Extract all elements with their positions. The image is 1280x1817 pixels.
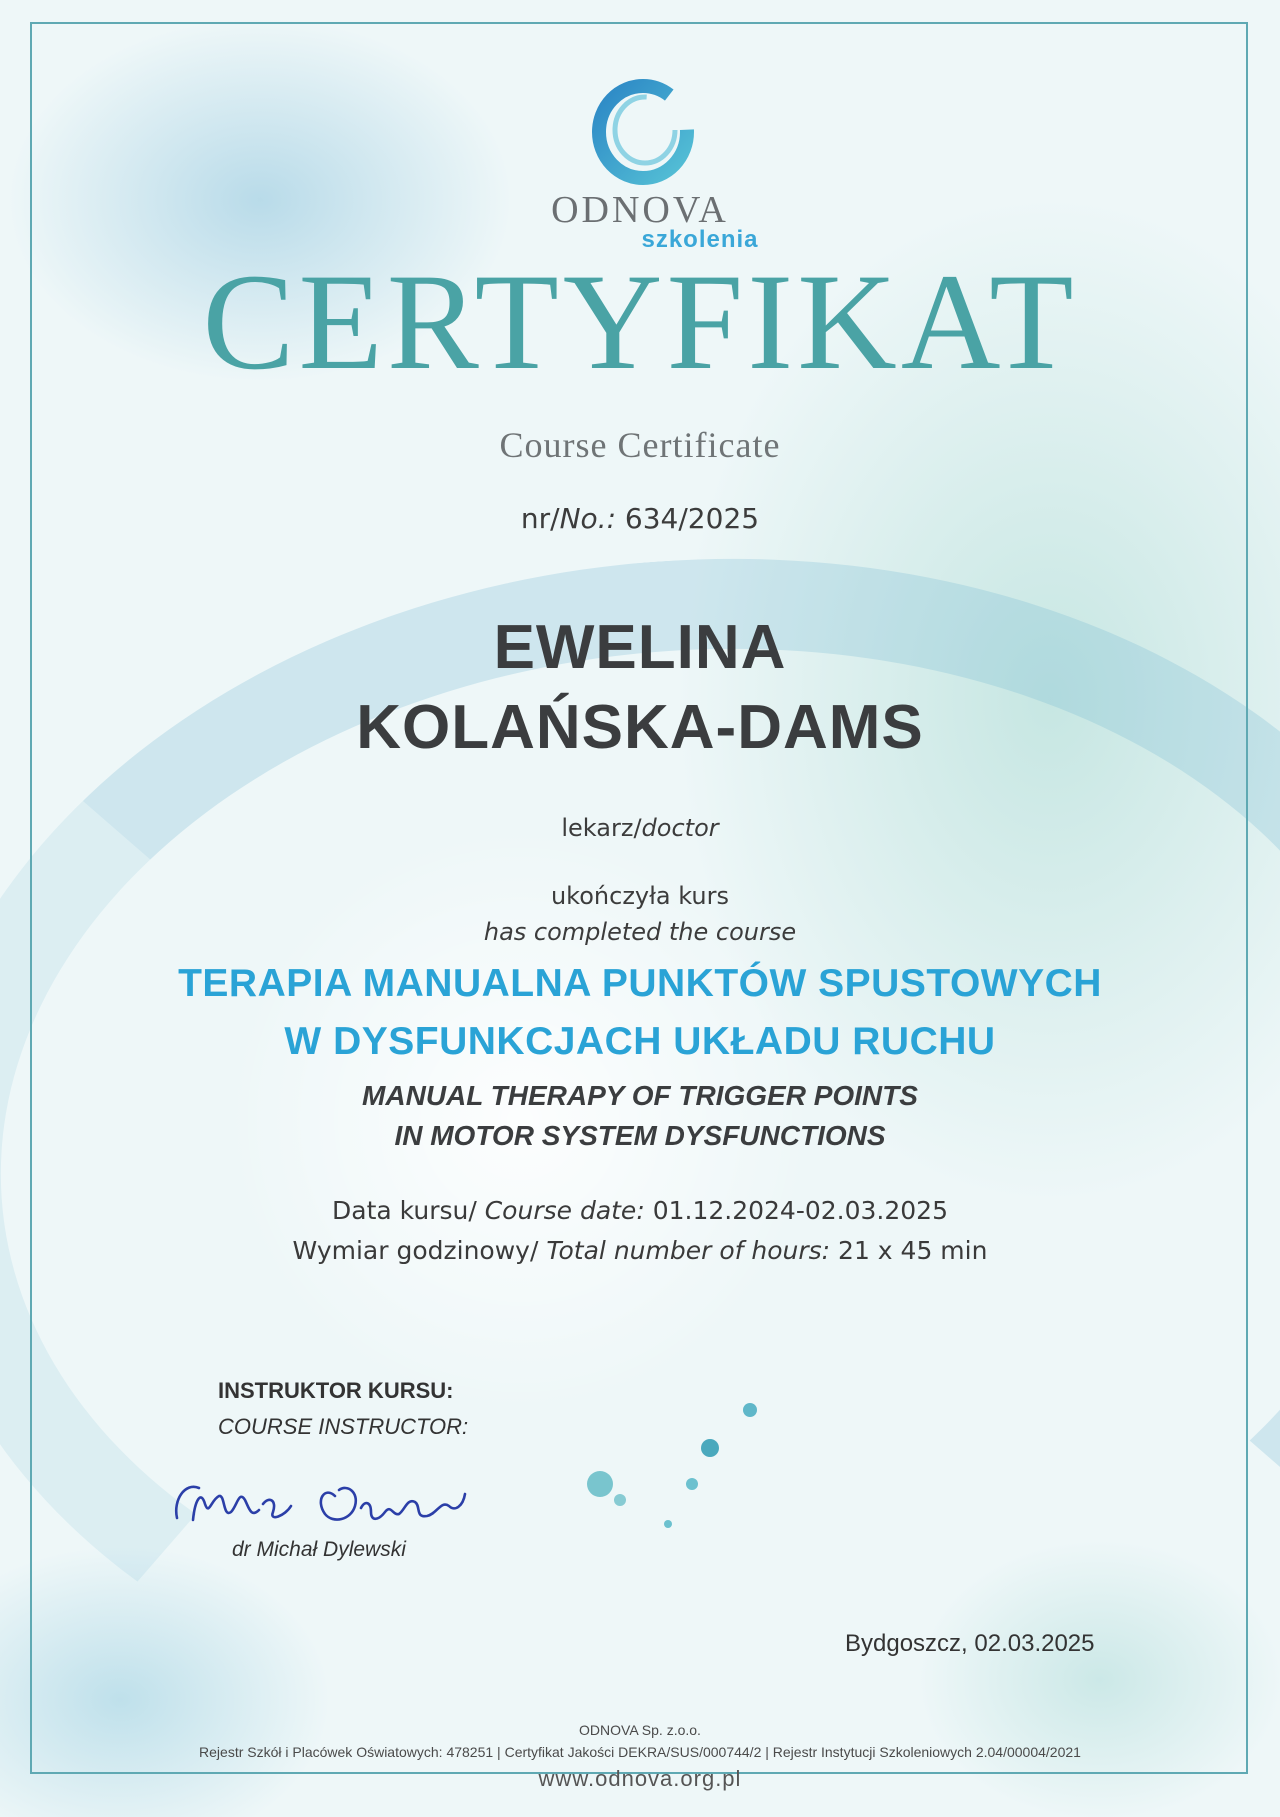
hours-value: 21 x 45 min: [830, 1236, 988, 1265]
certificate-number: [0, 502, 1280, 535]
recipient-first-name: EWELINA: [493, 613, 787, 682]
course-title-en-line1: MANUAL THERAPY OF TRIGGER POINTS: [362, 1080, 918, 1111]
course-title-pl-line2: W DYSFUNKCJACH UKŁADU RUCHU: [284, 1020, 996, 1063]
certificate-title: CERTYFIKAT: [202, 245, 1078, 398]
certificate-subtitle: Course Certificate: [499, 425, 781, 465]
instructor-signature: [165, 1460, 525, 1540]
number-label-pl: nr/: [520, 502, 560, 535]
footer-url: www.odnova.org.pl: [538, 1766, 742, 1791]
instructor-name: dr Michał Dylewski: [232, 1538, 406, 1561]
role-en: doctor: [641, 814, 719, 842]
decorative-dots: [560, 1380, 780, 1540]
instructor-label-pl: INSTRUKTOR KURSU:: [218, 1378, 454, 1403]
course-hours: [0, 1236, 1280, 1265]
role-pl: lekarz/: [561, 814, 642, 842]
recipient-last-name: KOLAŃSKA-DAMS: [356, 693, 924, 762]
instructor-block: [218, 1378, 518, 1440]
date-value: 01.12.2024-02.03.2025: [644, 1196, 948, 1225]
course-title-pl-line1: TERAPIA MANUALNA PUNKTÓW SPUSTOWYCH: [178, 962, 1102, 1005]
issue-place-date: Bydgoszcz, 02.03.2025: [845, 1630, 1095, 1657]
number-value: 634/2025: [616, 502, 760, 535]
footer-registry: Rejestr Szkół i Placówek Oświatowych: 478251 | Certyfikat Jakości DEKRA/SUS/000744/2 | Rejestr Instytucji Szkoleniowych 2.04/00004/2021: [199, 1744, 1081, 1760]
course-date: [0, 1196, 1280, 1225]
recipient-role: [0, 814, 1280, 842]
date-label-pl: Data kursu/: [332, 1196, 485, 1225]
instructor-label-en: COURSE INSTRUCTOR:: [218, 1414, 469, 1439]
footer-company: ODNOVA Sp. z.o.o.: [579, 1722, 701, 1738]
completion-text-en: has completed the course: [483, 918, 797, 946]
hours-label-en: Total number of hours:: [546, 1236, 831, 1265]
number-label-en: No.:: [559, 502, 617, 535]
brand-subname: szkolenia: [641, 226, 759, 253]
brand-name: ODNOVA: [551, 189, 729, 231]
completion-text-pl: ukończyła kurs: [550, 882, 730, 910]
hours-label-pl: Wymiar godzinowy/: [292, 1236, 547, 1265]
course-title-en-line2: IN MOTOR SYSTEM DYSFUNCTIONS: [394, 1120, 886, 1151]
date-label-en: Course date:: [484, 1196, 645, 1225]
swirl-ring-icon: [583, 72, 703, 192]
